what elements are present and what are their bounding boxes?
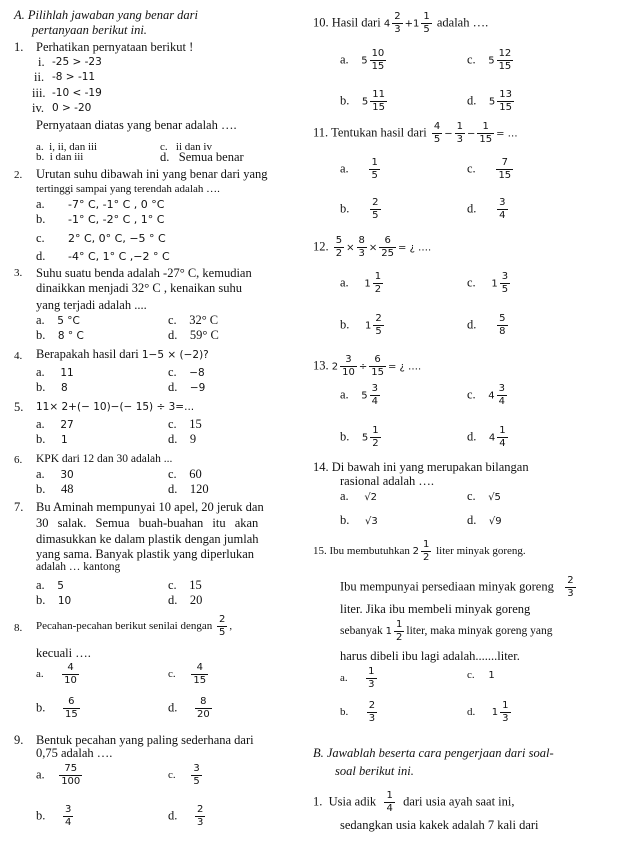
option-d[interactable]: d. $\frac{3}{4}$ [467, 197, 506, 221]
question-number: 7. [14, 500, 24, 514]
question-text: sebanyak 1 $\frac{1}{2}$ liter, maka minyak goreng yang [340, 619, 553, 643]
question-number: 5. [14, 400, 24, 414]
question-text: 12. $\frac{5}{2}$ × $\frac{8}{3}$ × $\frac{6}{25}$ = ¿ …. [313, 235, 432, 259]
question-number: 9. [14, 733, 24, 747]
section-b-heading: B. Jawablah beserta cara pengerjaan dari soal- [313, 746, 554, 760]
question-text: tertinggi sampai yang terendah adalah …. [36, 183, 220, 195]
question-text: Berapakah hasil dari 1−5 × (−2)? [36, 347, 209, 361]
option-c[interactable]: c. 1 $\frac{3}{5}$ [467, 271, 509, 295]
option-c[interactable]: c. 4 $\frac{3}{4}$ [467, 383, 505, 407]
option-a[interactable]: a. √2 [340, 489, 378, 503]
question-text: Urutan suhu dibawah ini yang benar dari yang [36, 167, 268, 181]
option-b[interactable]: b. [36, 212, 46, 226]
statement: -25 > -23 [52, 56, 102, 68]
question-text: 0,75 adalah …. [36, 746, 113, 760]
option-b[interactable]: b. 5 $\frac{1}{2}$ [340, 425, 379, 449]
essay-text: 1. Usia adik $\frac{1}{4}$ dari usia ayah saat ini, [313, 790, 515, 814]
question-text: 14. Di bawah ini yang merupakan bilangan [313, 460, 529, 474]
option-c[interactable]: c. [36, 231, 45, 245]
option-c[interactable]: c. 32° C [168, 313, 219, 327]
question-text: 15. Ibu membutuhkan 2 $\frac{1}{2}$ liter minyak goreng. [313, 539, 526, 563]
option-b[interactable]: b. $\frac{3}{4}$ [36, 804, 72, 828]
option-d[interactable]: d. √9 [467, 513, 502, 527]
option-b[interactable]: b. 1 $\frac{2}{5}$ [340, 313, 382, 337]
question-footer: Pernyataan diatas yang benar adalah …. [36, 118, 237, 132]
question-text: harus dibeli ibu lagi adalah.......liter. [340, 649, 520, 663]
question-text: dinaikkan menjadi 32° C , kenaikan suhu [36, 281, 242, 295]
statement: -10 < -19 [52, 87, 102, 99]
option-d[interactable]: d. $\frac{5}{8}$ [467, 313, 506, 337]
option-c[interactable]: c. 5 $\frac{12}{15}$ [467, 48, 512, 72]
option-d[interactable]: d. Semua benar [160, 150, 244, 164]
option-c[interactable]: c. $\frac{7}{15}$ [467, 157, 512, 181]
question-text: 10. Hasil dari 4 $\frac{2}{3}$ +1 $\frac{1}{5}$ adalah …. [313, 11, 489, 35]
option-c[interactable]: c. $\frac{3}{5}$ [168, 763, 200, 787]
option-a[interactable]: a. 30 [36, 467, 74, 481]
option-c[interactable]: c. √5 [467, 489, 501, 503]
option-c[interactable]: c. 1 [467, 669, 495, 681]
option-b[interactable]: b. $\frac{2}{3}$ [340, 700, 376, 724]
option-d[interactable]: d. 9 [168, 432, 197, 446]
option-a[interactable]: a. 5 $\frac{3}{4}$ [340, 383, 378, 407]
question-text: Bu Aminah mempunyai 10 apel, 20 jeruk dan [36, 500, 264, 514]
question-text: Ibu mempunyai persediaan minyak goreng $\frac{2}{3}$ [340, 575, 574, 599]
option-d[interactable]: d. 4 $\frac{1}{4}$ [467, 425, 506, 449]
option-b[interactable]: b. √3 [340, 513, 378, 527]
option-d[interactable]: d. $\frac{2}{3}$ [168, 804, 204, 828]
option-c[interactable]: c. $\frac{4}{15}$ [168, 662, 207, 686]
option-d[interactable]: d. $\frac{8}{20}$ [168, 696, 210, 720]
roman-numeral: i. [38, 55, 45, 69]
option-a[interactable]: a. 11 [36, 365, 74, 379]
option-c[interactable]: c. ii dan iv [160, 141, 212, 153]
option-c-text[interactable]: 2° C, 0° C, −5 ° C [68, 232, 166, 245]
option-b[interactable]: b. $\frac{2}{5}$ [340, 197, 379, 221]
question-text: Pecahan-pecahan berikut senilai dengan $\frac{2}{5}$ , [36, 614, 233, 638]
option-b[interactable]: b. $\frac{6}{15}$ [36, 696, 78, 720]
essay-text: sedangkan usia kakek adalah 7 kali dari [340, 818, 539, 832]
statement: -8 > -11 [52, 71, 96, 83]
question-text: rasional adalah …. [340, 474, 435, 488]
option-b[interactable]: b. 48 [36, 482, 74, 496]
question-number: 4. [14, 350, 23, 362]
question-number: 8. [14, 622, 23, 634]
option-d-text[interactable]: -4° C, 1° C ,−2 ° C [68, 250, 170, 263]
question-number: 6. [14, 454, 23, 466]
question-text: 30 salak. Semua buah-buahan itu akan [36, 516, 259, 530]
question-text: KPK dari 12 dan 30 adalah ... [36, 453, 173, 465]
roman-numeral: ii. [34, 70, 45, 84]
question-number: 2. [14, 169, 23, 181]
question-text: 13. 2 $\frac{3}{10}$ ÷ $\frac{6}{15}$ = ¿ …. [313, 354, 422, 378]
option-d[interactable]: d. 20 [168, 593, 203, 607]
option-b[interactable]: b. i dan iii [36, 151, 84, 163]
option-a[interactable]: a. i, ii, dan iii [36, 141, 98, 153]
option-a[interactable]: a. $\frac{75}{100}$ [36, 763, 81, 787]
option-a[interactable]: a. 5 °C [36, 313, 80, 327]
option-a[interactable]: a. 1 $\frac{1}{2}$ [340, 271, 382, 295]
question-text: Perhatikan pernyataan berikut ! [36, 40, 194, 54]
option-d[interactable]: d. −9 [168, 380, 206, 394]
option-d[interactable]: d. 5 $\frac{13}{15}$ [467, 89, 512, 113]
question-text: yang sama. Banyak plastik yang diperlukan [36, 547, 254, 561]
question-text: adalah … kantong [36, 561, 121, 573]
option-d[interactable]: d. 59° C [168, 328, 219, 342]
option-a[interactable]: a. 5 [36, 578, 64, 592]
roman-numeral: iv. [32, 101, 45, 115]
option-b[interactable]: b. 5 $\frac{11}{15}$ [340, 89, 385, 113]
option-a[interactable]: a. $\frac{1}{5}$ [340, 157, 378, 181]
question-text: Suhu suatu benda adalah -27° C, kemudian [36, 266, 252, 280]
option-b[interactable]: b. 8 ° C [36, 328, 84, 342]
section-a-heading-line2: pertanyaan berikut ini. [32, 23, 147, 37]
question-text: Bentuk pecahan yang paling sederhana dari [36, 733, 254, 747]
roman-numeral: iii. [32, 86, 46, 100]
option-a[interactable]: a. $\frac{4}{10}$ [36, 662, 77, 686]
section-a-heading: A. Pilihlah jawaban yang benar dari [14, 8, 199, 22]
option-d[interactable]: d. 1 $\frac{1}{3}$ [467, 700, 509, 724]
option-c[interactable]: c. 60 [168, 467, 202, 481]
option-b-text[interactable]: -1° C, -2° C , 1° C [68, 213, 165, 226]
question-number: 3. [14, 267, 23, 279]
option-b[interactable]: b. 10 [36, 593, 72, 607]
option-b[interactable]: b. 1 [36, 432, 68, 446]
fraction: $\frac{2}{5}$ [218, 614, 226, 638]
option-a[interactable]: a. [36, 197, 45, 211]
question-text: kecuali …. [36, 646, 91, 660]
question-text: liter. Jika ibu membeli minyak goreng [340, 602, 531, 616]
option-d[interactable]: d. 120 [168, 482, 209, 496]
option-a-text[interactable]: -7° C, -1° C , 0 °C [68, 198, 165, 211]
option-c[interactable]: c. −8 [168, 365, 205, 379]
question-text: dimasukkan ke dalam plastik dengan jumlah [36, 532, 259, 546]
section-b-heading-line2: soal berikut ini. [335, 764, 414, 778]
option-a[interactable]: a. $\frac{1}{3}$ [340, 666, 375, 690]
option-c[interactable]: c. 15 [168, 578, 202, 592]
option-a[interactable]: a. 5 $\frac{10}{15}$ [340, 48, 385, 72]
question-text: yang terjadi adalah .... [36, 298, 147, 312]
question-number: 1. [14, 40, 24, 54]
question-text: 11. Tentukan hasil dari $\frac{4}{5}$ − $\frac{1}{3}$ − $\frac{1}{15}$ = … [313, 121, 518, 145]
option-b[interactable]: b. 8 [36, 380, 68, 394]
option-d[interactable]: d. [36, 249, 46, 263]
question-expression: 11× 2+(− 10)−(− 15) ÷ 3=... [36, 401, 195, 413]
statement: 0 > -20 [52, 102, 92, 114]
option-c[interactable]: c. 15 [168, 417, 202, 431]
option-a[interactable]: a. 27 [36, 417, 74, 431]
